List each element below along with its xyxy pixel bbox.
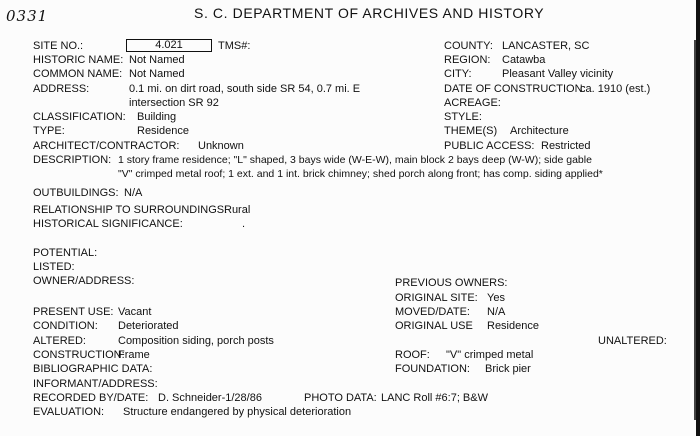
classification-value: Building	[137, 111, 177, 123]
moved-date-value: N/A	[487, 306, 506, 318]
type-value: Residence	[137, 125, 189, 137]
style-label: STYLE:	[444, 111, 482, 123]
theme-value: Architecture	[510, 125, 569, 137]
type-label: TYPE:	[33, 125, 65, 137]
region-label: REGION:	[444, 54, 491, 66]
city-value: Pleasant Valley vicinity	[502, 68, 614, 80]
roof-value: "V" crimped metal	[446, 349, 534, 361]
site-no-label: SITE NO.:	[33, 40, 84, 52]
relationship-value: Rural	[224, 204, 251, 216]
unaltered-label: UNALTERED:	[598, 335, 667, 347]
listed-label: LISTED:	[33, 261, 75, 273]
page-title: S. C. DEPARTMENT OF ARCHIVES AND HISTORY	[194, 5, 545, 21]
date-of-construction-value: ca. 1910 (est.)	[580, 83, 651, 95]
description-line2: "V" crimped metal roof; 1 ext. and 1 int. brick chimney; shed porch along front; has comp. siding applied*	[118, 168, 603, 180]
roof-label: ROOF:	[395, 349, 430, 361]
altered-label: ALTERED:	[33, 335, 86, 347]
date-of-construction-label: DATE OF CONSTRUCTION:	[444, 83, 586, 95]
outbuildings-value: N/A	[124, 187, 143, 199]
address-label: ADDRESS:	[33, 83, 90, 95]
tms-label: TMS#:	[218, 40, 251, 52]
county-value: LANCASTER, SC	[502, 40, 590, 52]
construction-value: Frame	[118, 349, 150, 361]
address-value-line2: intersection SR 92	[129, 97, 219, 109]
classification-label: CLASSIFICATION:	[33, 111, 126, 123]
moved-date-label: MOVED/DATE:	[395, 306, 470, 318]
city-label: CITY:	[444, 68, 472, 80]
theme-label: THEME(S)	[444, 125, 498, 137]
county-label: COUNTY:	[444, 40, 493, 52]
historical-significance-label: HISTORICAL SIGNIFICANCE:	[33, 218, 183, 230]
evaluation-label: EVALUATION:	[33, 406, 105, 418]
present-use-label: PRESENT USE:	[33, 306, 114, 318]
bibliographic-data-label: BIBLIOGRAPHIC DATA:	[33, 363, 153, 375]
foundation-value: Brick pier	[485, 363, 531, 375]
original-site-label: ORIGINAL SITE:	[395, 292, 478, 304]
description-label: DESCRIPTION:	[33, 154, 112, 166]
altered-value: Composition siding, porch posts	[118, 335, 274, 347]
architect-label: ARCHITECT/CONTRACTOR:	[33, 140, 180, 152]
historic-name-value: Not Named	[129, 54, 185, 66]
address-value-line1: 0.1 mi. on dirt road, south side SR 54, 0.7 mi. E	[129, 83, 361, 95]
public-access-value: Restricted	[541, 140, 591, 152]
potential-label: POTENTIAL:	[33, 247, 98, 259]
original-use-value: Residence	[487, 320, 539, 332]
stray-mark: .	[242, 218, 246, 230]
original-site-value: Yes	[487, 292, 505, 304]
handwritten-site-number: 0331	[6, 7, 49, 25]
recorded-by-value: D. Schneider-1/28/86	[158, 392, 262, 404]
historic-name-label: HISTORIC NAME:	[33, 54, 124, 66]
condition-label: CONDITION:	[33, 320, 98, 332]
foundation-label: FOUNDATION:	[395, 363, 470, 375]
condition-value: Deteriorated	[118, 320, 179, 332]
common-name-value: Not Named	[129, 68, 185, 80]
architect-value: Unknown	[198, 140, 244, 152]
present-use-value: Vacant	[118, 306, 152, 318]
scan-edge-shadow	[696, 0, 700, 436]
photo-data-label: PHOTO DATA:	[304, 392, 377, 404]
previous-owners-label: PREVIOUS OWNERS:	[395, 277, 508, 289]
common-name-label: COMMON NAME:	[33, 68, 123, 80]
description-line1: 1 story frame residence; "L" shaped, 3 bays wide (W-E-W), main block 2 bays deep (W-W); side gable	[118, 154, 592, 166]
outbuildings-label: OUTBUILDINGS:	[33, 187, 119, 199]
evaluation-value: Structure endangered by physical deterioration	[123, 406, 352, 418]
scan-edge-line	[694, 40, 696, 420]
acreage-label: ACREAGE:	[444, 97, 501, 109]
region-value: Catawba	[502, 54, 546, 66]
relationship-label: RELATIONSHIP TO SURROUNDINGS:	[33, 204, 228, 216]
owner-address-label: OWNER/ADDRESS:	[33, 275, 135, 287]
recorded-by-label: RECORDED BY/DATE:	[33, 392, 149, 404]
photo-data-value: LANC Roll #6:7; B&W	[381, 392, 488, 404]
original-use-label: ORIGINAL USE	[395, 320, 473, 332]
informant-address-label: INFORMANT/ADDRESS:	[33, 378, 158, 390]
construction-label: CONSTRUCTION:	[33, 349, 125, 361]
public-access-label: PUBLIC ACCESS:	[444, 140, 535, 152]
site-no-value: 4.021	[126, 39, 212, 52]
